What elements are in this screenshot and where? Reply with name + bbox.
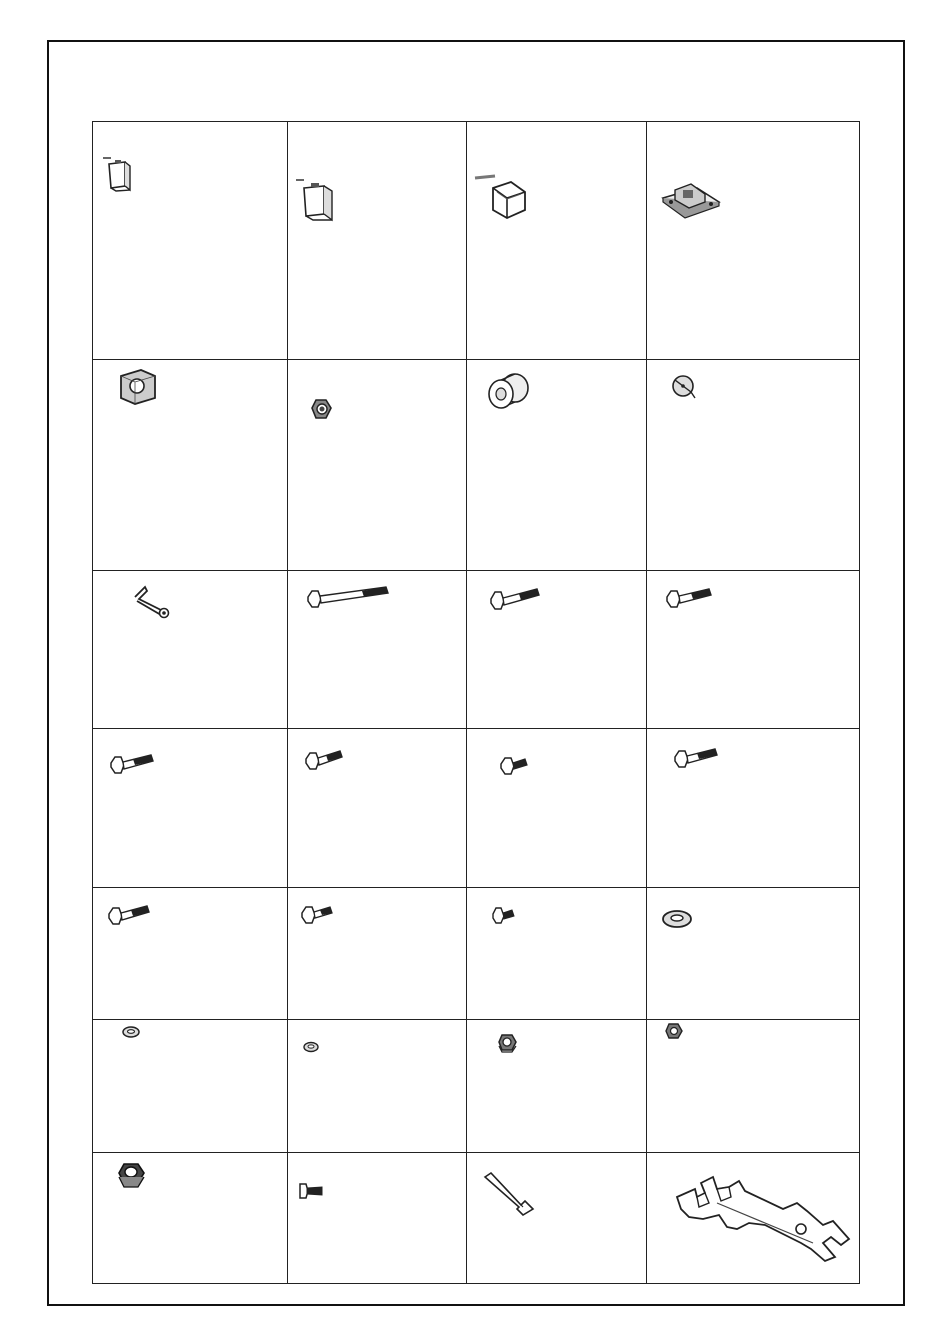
cable-clamp-icon	[131, 585, 175, 621]
spanner-wrench-icon	[673, 1167, 855, 1267]
part-cell-7	[467, 360, 647, 571]
square-bushing-icon	[117, 368, 161, 408]
part-cell-27	[467, 1153, 647, 1283]
square-sleeve-icon	[475, 174, 533, 224]
large-lock-nut-icon	[117, 1161, 147, 1189]
very-short-bolt-icon	[499, 753, 531, 777]
part-cell-11	[467, 571, 647, 729]
flat-head-screw-icon	[298, 1181, 328, 1201]
part-cell-15	[467, 729, 647, 888]
round-bushing-icon	[487, 370, 533, 414]
very-short-bolt-icon	[491, 904, 517, 926]
round-knob-icon	[671, 374, 699, 400]
part-cell-19	[467, 888, 647, 1020]
small-end-cap-icon	[103, 156, 143, 196]
part-cell-9	[93, 571, 288, 729]
part-cell-1	[93, 122, 288, 360]
medium-end-cap-icon	[296, 178, 346, 224]
part-cell-23	[467, 1020, 647, 1153]
hex-spacer-nut-icon	[310, 398, 334, 422]
part-cell-5	[93, 360, 288, 571]
part-cell-20	[647, 888, 859, 1020]
medium-bolt-icon	[489, 585, 543, 613]
part-cell-16	[647, 729, 859, 888]
part-cell-25	[93, 1153, 288, 1283]
part-cell-21	[93, 1020, 288, 1153]
lock-nut-icon	[497, 1032, 519, 1054]
washer-icon	[121, 1024, 141, 1040]
short-bolt-icon	[304, 747, 346, 773]
part-cell-3	[467, 122, 647, 360]
part-cell-22	[288, 1020, 467, 1153]
small-lock-nut-icon	[665, 1022, 685, 1042]
long-bolt-icon	[306, 585, 394, 611]
part-cell-12	[647, 571, 859, 729]
part-cell-18	[288, 888, 467, 1020]
medium-bolt-icon	[107, 902, 153, 928]
part-cell-24	[647, 1020, 859, 1153]
part-cell-8	[647, 360, 859, 571]
part-cell-28	[647, 1153, 859, 1283]
short-bolt-icon	[300, 902, 336, 926]
part-cell-17	[93, 888, 288, 1020]
part-cell-14	[288, 729, 467, 888]
allen-key-icon	[483, 1171, 539, 1217]
part-cell-10	[288, 571, 467, 729]
part-cell-6	[288, 360, 467, 571]
part-cell-26	[288, 1153, 467, 1283]
part-cell-4	[647, 122, 859, 360]
medium-bolt-icon	[109, 751, 159, 777]
medium-bolt-icon	[665, 585, 715, 611]
part-cell-2	[288, 122, 467, 360]
bracket-plate-icon	[661, 178, 721, 218]
parts-table	[92, 121, 860, 1284]
small-washer-icon	[302, 1040, 320, 1054]
medium-bolt-icon	[673, 745, 721, 771]
large-washer-icon	[661, 908, 693, 930]
part-cell-13	[93, 729, 288, 888]
